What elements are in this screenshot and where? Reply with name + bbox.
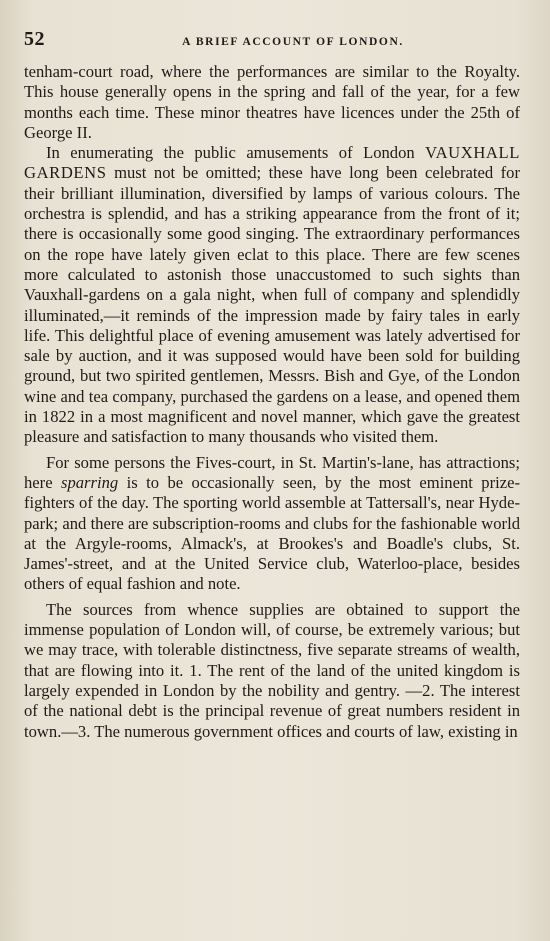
paragraph-3 xyxy=(24,453,520,595)
body-text xyxy=(24,62,520,742)
running-head: A BRIEF ACCOUNT OF LONDON. xyxy=(182,36,404,48)
vauxhall-gardens-heading: VAUXHALL GARDENS xyxy=(24,143,520,183)
paragraph-3-text-start: For some persons the Fives-court, in St. Martin's-lane, has attractions; here xyxy=(24,452,520,492)
paragraph-2 xyxy=(24,143,520,447)
paragraph-2-text-start: In enumerating the public amusements of London xyxy=(46,143,426,163)
page-number: 52 xyxy=(24,28,45,50)
paragraph-1: tenham-court road, where the performances are similar to the Royalty. This house generally opens in the spring and fall of the year, for a few months each time. These minor theatres have licences under the 25th of George II. xyxy=(24,62,520,142)
paragraph-4: The sources from whence supplies are obtained to support the immense population of London will, of course, be extremely various; but we may trace, with tolerable distinctness, five separate streams of wealth, that are flowing into it. 1. The rent of the land of the united kingdom is largely expended in London by the nobility and gentry. —2. The interest of the national debt is the principal revenue of great numbers resident in town.—3. The numerous government offices and courts of law, existing in xyxy=(24,599,520,741)
paragraph-2-text-end: must not be omitted; these have long been celebrated for their brilliant illumination, diversified by lamps of various colours. The orchestra is splendid, and has a striking appearance from the front of it; there is occasionally some good singing. The extraordinary performances on the rope have lately given eclat to this place. There are few scenes more calculated to astonish those unaccustomed to such sights than Vauxhall-gardens on a gala night, when full of company and splendidly illuminated,—it reminds of the impression made by fairy tales in early life. This delightful place of evening amusement was lately advertised for sale by auction, and it was supposed would have been sold for building ground, but two spirited gentlemen, Messrs. Bish and Gye, of the London wine and tea company, purchased the gardens on a lease, and opened them in 1822 in a most magnificent and novel manner, which gave the greatest pleasure and satisfaction to many thousands who visited them. xyxy=(24,163,520,447)
sparring-emphasis: sparring xyxy=(61,472,119,492)
page-header xyxy=(24,28,520,62)
paragraph-3-text-end: is to be occasionally seen, by the most eminent prize-fighters of the day. The sporting world assemble at Tattersall's, near Hyde-park; and there are subscription-rooms and clubs for the fashionable world at the Argyle-rooms, Almack's, at Brookes's and Boadle's clubs, St. James'-street, and at the United Service club, Waterloo-place, besides others of equal fashion and note. xyxy=(24,472,520,594)
